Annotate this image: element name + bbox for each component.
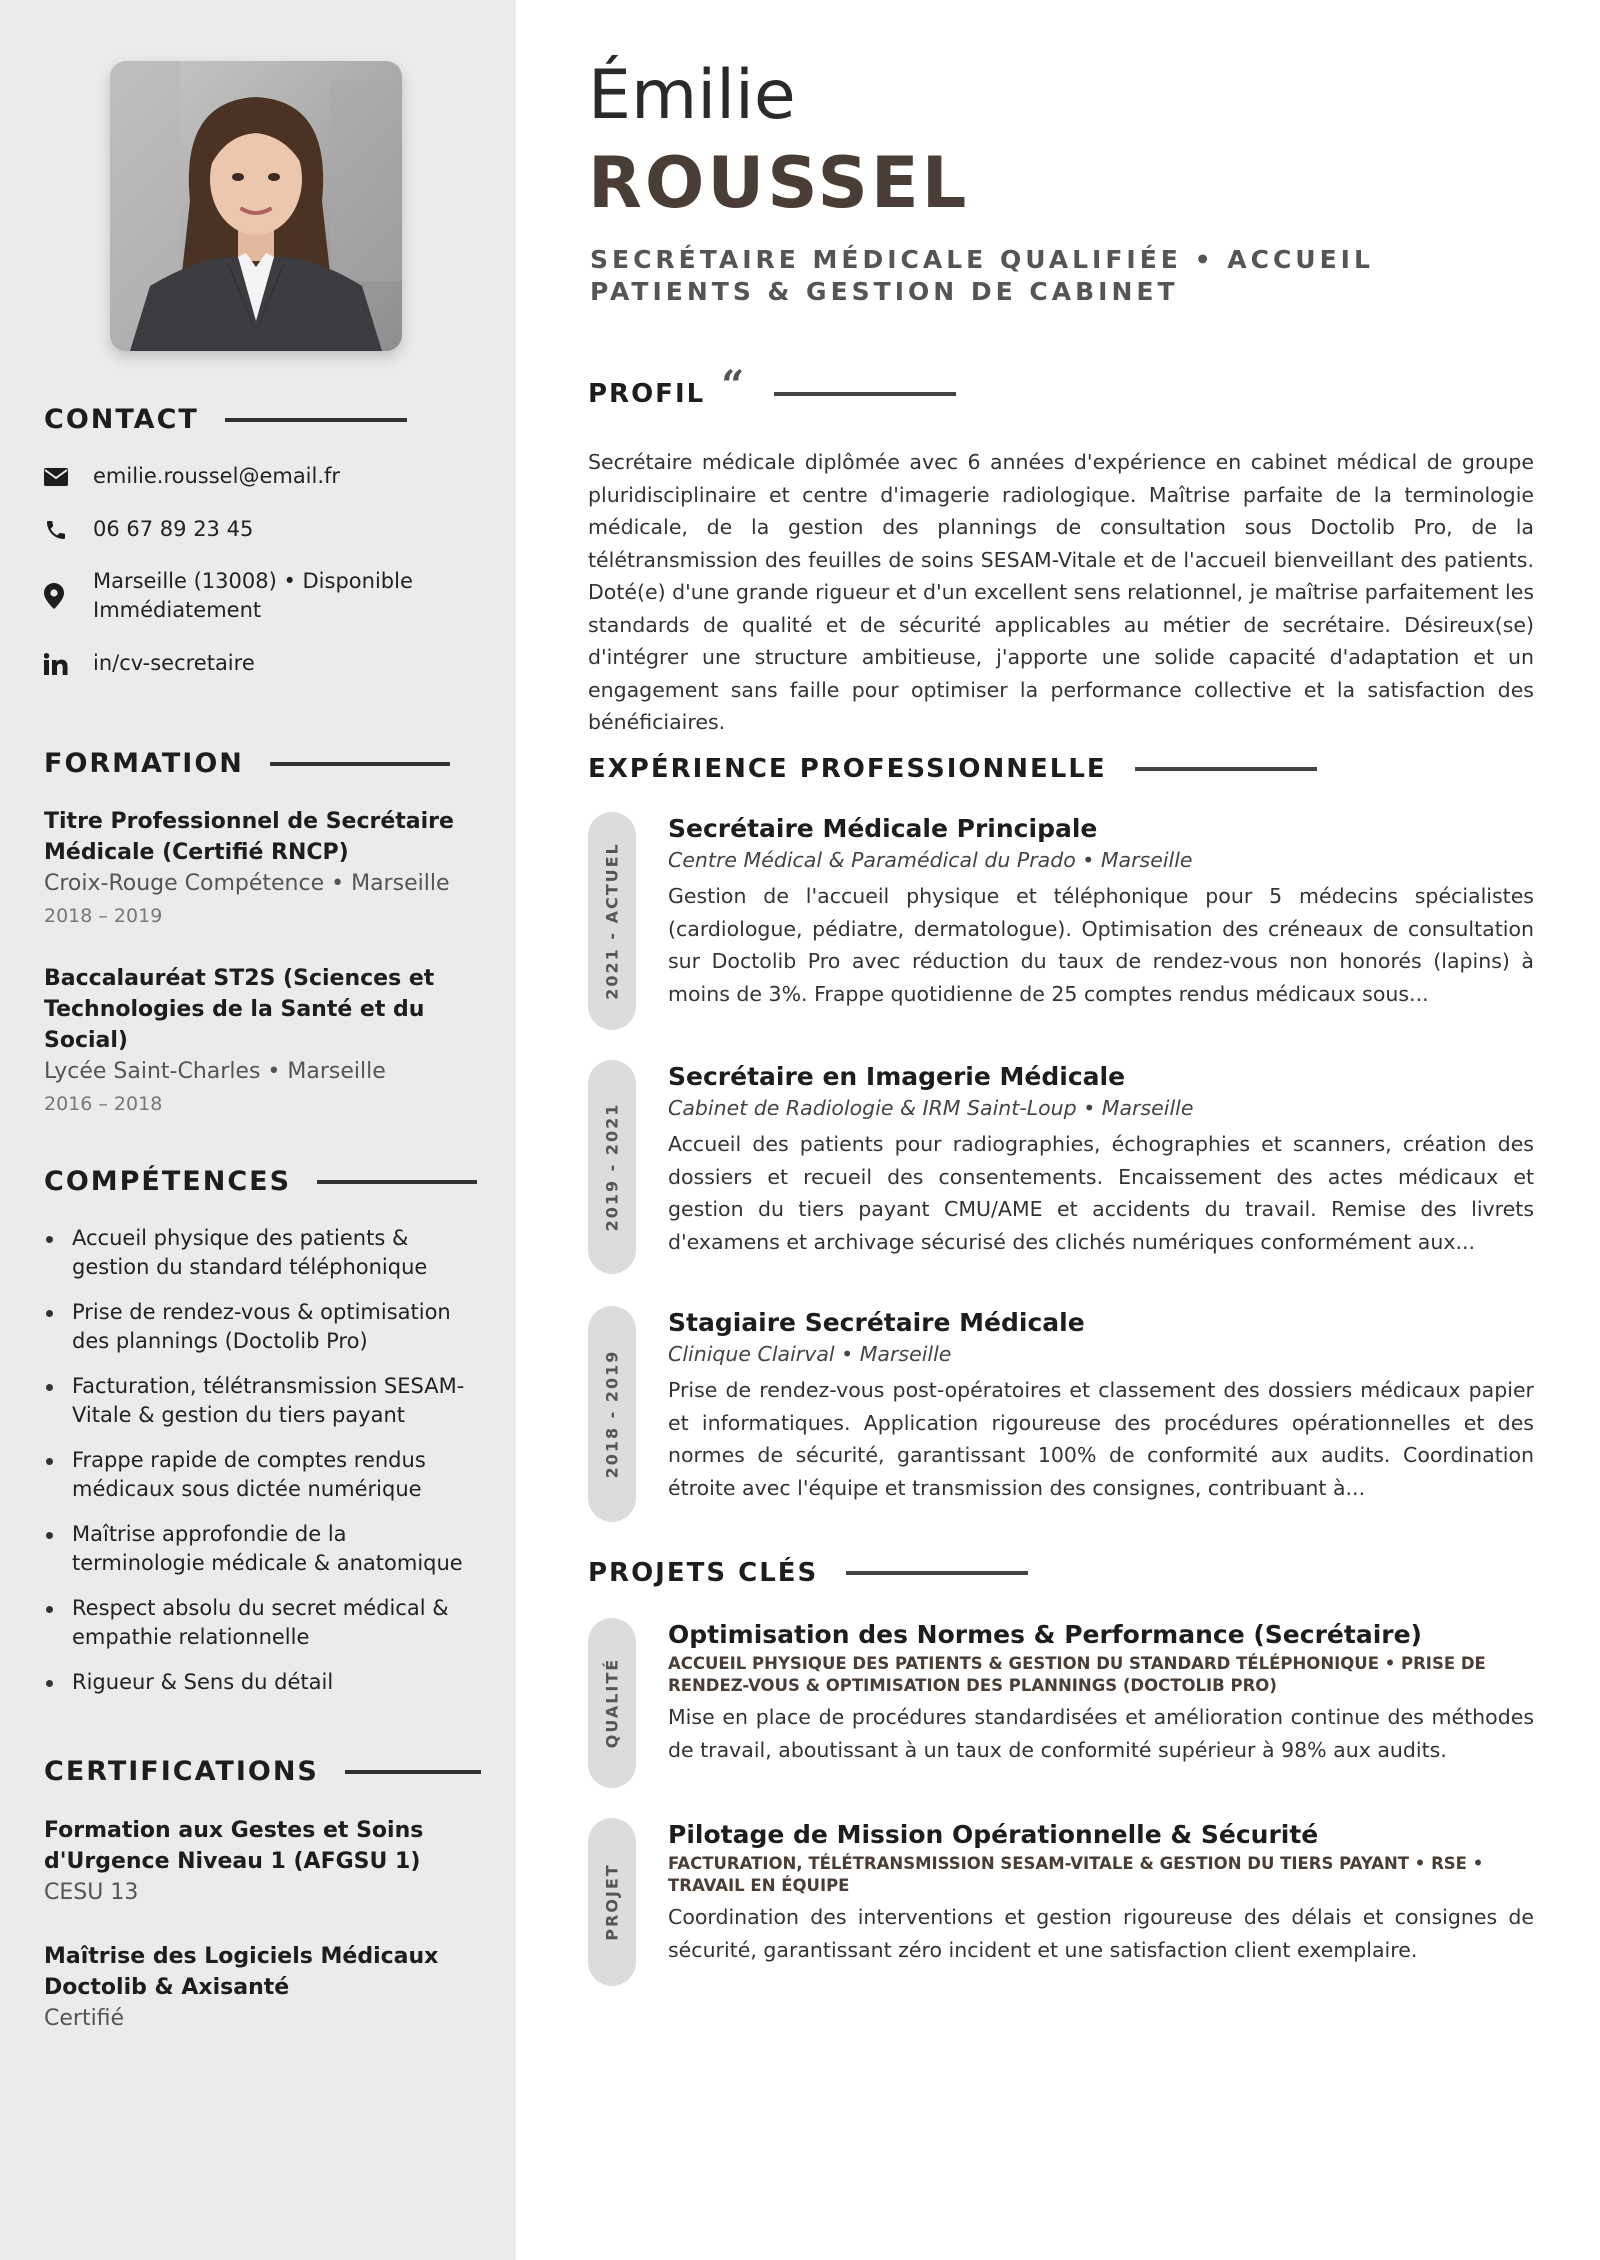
list-item: Maîtrise approfondie de la terminologie médicale & anatomique [44,1520,474,1578]
entry-description: Prise de rendez-vous post-opératoires et classement des dossiers médicaux papier et informatiques. Application rigoureuse des procédures opérationnelles et des normes de sécurité, garantissant 100% de conformité aux audits. Coordination étroite avec l'équipe et transmission des consignes, contribuant à... [668,1378,1534,1500]
period-pill: 2018 - 2019 [588,1306,636,1522]
list-item: Respect absolu du secret médical & empathie relationnelle [44,1594,474,1652]
phone-icon [44,515,78,544]
entry-description: Accueil des patients pour radiographies, échographies et scanners, création des dossiers et recueil des consentements. Encaissement des actes médicaux et gestion du tiers payant CMU/AME et accidents du travail. Remise des livrets d'examens et archivage sécurisé des clichés numériques conformément aux... [668,1132,1534,1254]
entry-title: Secrétaire en Imagerie Médicale [668,1062,1126,1091]
formation-item [44,963,484,1119]
contact-section [44,404,407,435]
profile-photo [110,61,402,351]
heading-rule [317,1180,477,1184]
formation-school: Croix-Rouge Compétence • Marseille [44,871,450,896]
list-item: Facturation, télétransmission SESAM-Vitale & gestion du tiers payant [44,1372,474,1430]
list-item: Frappe rapide de comptes rendus médicaux sous dictée numérique [44,1446,474,1504]
certifications-heading: CERTIFICATIONS [44,1756,481,1787]
contact-location: Marseille (13008) • Disponible Immédiatement [44,567,423,625]
sidebar [0,0,516,2260]
contact-email[interactable]: emilie.roussel@email.fr [44,462,423,491]
period-pill: 2021 - ACTUEL [588,812,636,1030]
main-content [516,0,1600,2260]
competences-section [44,1166,477,1197]
skills-list [44,1224,474,1713]
certification-org: CESU 13 [44,1880,139,1905]
period-pill: 2019 - 2021 [588,1060,636,1274]
formation-heading: FORMATION [44,748,450,779]
email-icon [44,462,78,491]
contact-heading: CONTACT [44,404,407,435]
first-name: Émilie [588,56,796,135]
project-pill: QUALITÉ [588,1618,636,1788]
entry-description: Coordination des interventions et gestion rigoureuse des délais et consignes de sécurité, garantissant zéro incident et une satisfaction client exemplaire. [668,1905,1534,1962]
certifications-section [44,1756,481,1787]
profil-heading: PROFIL “ [588,370,956,417]
profile-text: Secrétaire médicale diplômée avec 6 années d'expérience en cabinet médical de groupe pluridisciplinaire et centre d'imagerie radiologique. Maîtrise parfaite de la terminologie médicale, de la gestion des plannings de consultation sous Doctolib Pro, de la télétransmission des feuilles de soins SESAM-Vitale et de l'accueil bienveillant des patients. Doté(e) d'une grande rigueur et d'un excellent sens relationnel, je maîtrise parfaitement les standards de qualité et de sécurité applicables au métier de secrétaire. Désireux(se) d'intégrer une structure ambitieuse, j'apporte une solide capacité d'adaptation et un engagement sans faille pour optimiser la performance collective et la satisfaction des bénéficiaires. [588,450,1534,734]
heading-rule [1135,767,1317,771]
entry-description: Mise en place de procédures standardisées et amélioration continue des méthodes de travail, aboutissant à un taux de conformité supérieur à 98% aux audits. [668,1705,1534,1762]
formation-title: Baccalauréat ST2S (Sciences et Technologies de la Santé et du Social) [44,966,435,1053]
linkedin-icon [44,649,78,678]
contact-linkedin[interactable]: in/cv-secretaire [44,649,423,678]
formation-years: 2018 – 2019 [44,905,163,927]
formation-years: 2016 – 2018 [44,1093,163,1115]
formation-school: Lycée Saint-Charles • Marseille [44,1059,386,1084]
heading-rule [774,392,956,396]
entry-description: Gestion de l'accueil physique et téléphonique pour 5 médecins spécialistes (cardiologue, pédiatre, dermatologue). Optimisation des créneaux de consultation sur Doctolib Pro avec réduction du taux de rendez-vous non honorés (lapins) à moins de 3%. Frappe quotidienne de 25 comptes rendus médicaux sous... [668,884,1534,1006]
contact-phone[interactable]: 06 67 89 23 45 [44,515,423,544]
project-pill: PROJET [588,1818,636,1986]
quote-icon: “ [721,362,747,409]
list-item: Accueil physique des patients & gestion du standard téléphonique [44,1224,474,1282]
certification-org: Certifié [44,2006,125,2031]
list-item: Prise de rendez-vous & optimisation des plannings (Doctolib Pro) [44,1298,474,1356]
heading-rule [345,1770,481,1774]
projets-heading: PROJETS CLÉS [588,1558,1028,1588]
job-title: SECRÉTAIRE MÉDICALE QUALIFIÉE • ACCUEIL PATIENTS & GESTION DE CABINET [590,245,1374,306]
heading-rule [846,1571,1028,1575]
entry-tags: FACTURATION, TÉLÉTRANSMISSION SESAM-VITALE & GESTION DU TIERS PAYANT • RSE • TRAVAIL EN ÉQUIPE [668,1854,1484,1895]
certification-title: Maîtrise des Logiciels Médicaux Doctolib & Axisanté [44,1944,439,2000]
formation-title: Titre Professionnel de Secrétaire Médicale (Certifié RNCP) [44,809,454,865]
competences-heading: COMPÉTENCES [44,1166,477,1197]
location-pin-icon [44,567,78,625]
formation-item [44,806,484,931]
entry-title: Pilotage de Mission Opérationnelle & Sécurité [668,1820,1319,1849]
heading-rule [270,762,450,766]
certification-title: Formation aux Gestes et Soins d'Urgence Niveau 1 (AFGSU 1) [44,1818,424,1874]
entry-title: Optimisation des Normes & Performance (Secrétaire) [668,1620,1422,1649]
formation-section [44,748,450,779]
experience-heading: EXPÉRIENCE PROFESSIONNELLE [588,754,1317,784]
entry-title: Secrétaire Médicale Principale [668,814,1098,843]
certification-item [44,1941,484,2034]
entry-org: Clinique Clairval • Marseille [668,1342,952,1366]
entry-org: Centre Médical & Paramédical du Prado • Marseille [668,848,1193,872]
last-name: ROUSSEL [588,142,970,224]
entry-org: Cabinet de Radiologie & IRM Saint-Loup • Marseille [668,1096,1194,1120]
entry-title: Stagiaire Secrétaire Médicale [668,1308,1085,1337]
list-item: Rigueur & Sens du détail [44,1668,474,1697]
certification-item [44,1815,484,1908]
entry-tags: ACCUEIL PHYSIQUE DES PATIENTS & GESTION DU STANDARD TÉLÉPHONIQUE • PRISE DE RENDEZ-VOUS & OPTIMISATION DES PLANNINGS (DOCTOLIB PRO) [668,1654,1486,1695]
heading-rule [225,418,407,422]
